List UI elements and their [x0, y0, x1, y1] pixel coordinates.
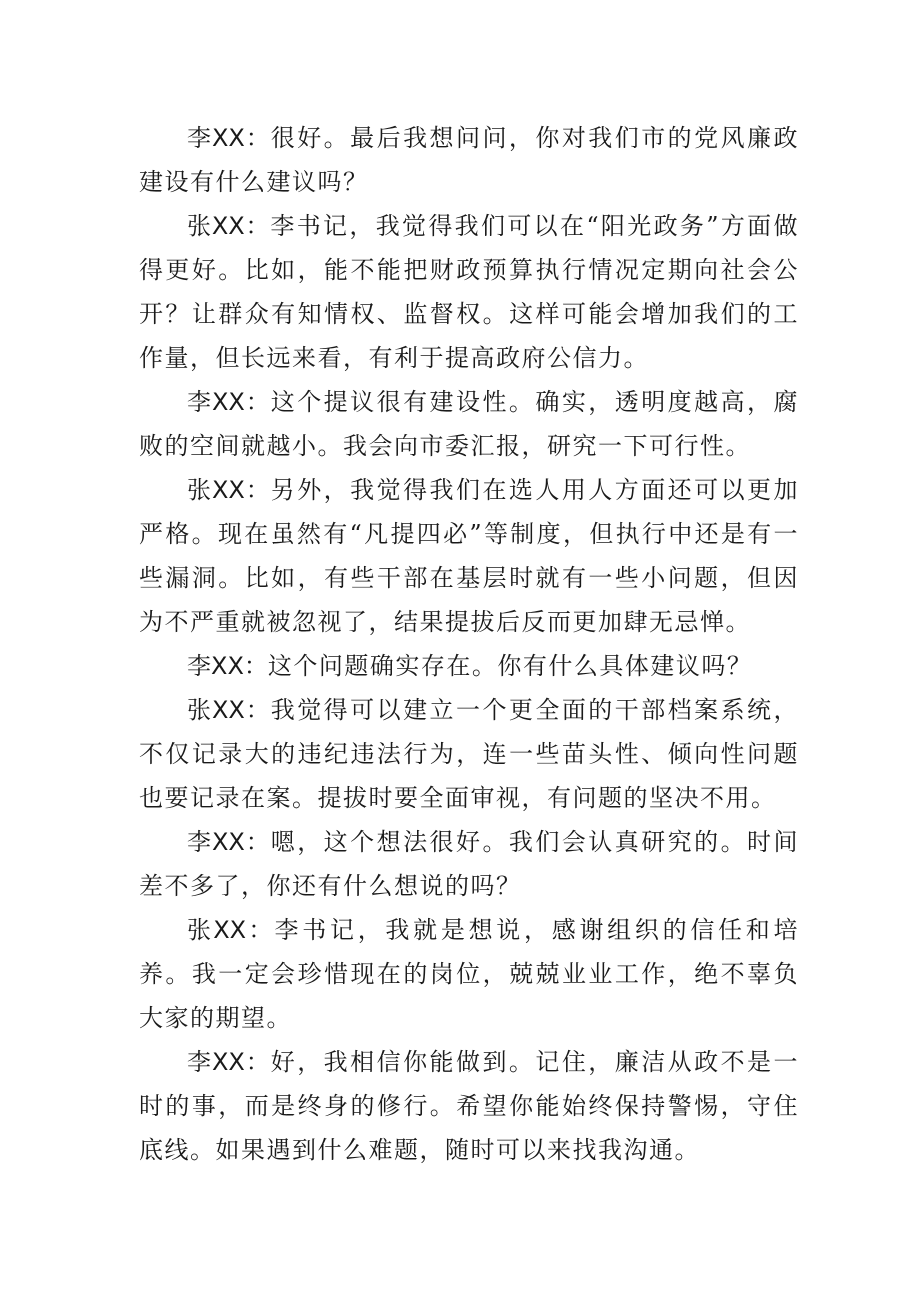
- speaker-label: 李XX：: [187, 1048, 271, 1076]
- paragraph-text: 好，我相信你能做到。记住，廉洁从政不是一时的事，而是终身的修行。希望你能始终保持警惕，守住底线。如果遇到什么难题，随时可以来找我沟通。: [139, 1048, 799, 1164]
- dialogue-paragraph: [139, 688, 799, 820]
- paragraph-text: 这个问题确实存在。你有什么具体建议吗？: [267, 652, 753, 680]
- paragraph-text: 很好。最后我想问问，你对我们市的党风廉政建设有什么建议吗？: [139, 124, 799, 196]
- dialogue-paragraph: [139, 116, 799, 204]
- dialogue-paragraph: [139, 820, 799, 908]
- paragraph-text: 嗯，这个想法很好。我们会认真研究的。时间差不多了，你还有什么想说的吗？: [139, 828, 799, 900]
- dialogue-paragraph: [139, 1040, 799, 1172]
- dialogue-paragraph: [139, 468, 799, 644]
- speaker-label: 张XX：: [187, 696, 271, 724]
- speaker-label: 李XX：: [187, 124, 271, 152]
- paragraph-text: 另外，我觉得我们在选人用人方面还可以更加严格。现在虽然有“凡提四必”等制度，但执行中还是有一些漏洞。比如，有些干部在基层时就有一些小问题，但因为不严重就被忽视了，结果提拔后反而更加肆无忌惮。: [139, 476, 799, 636]
- dialogue-body: [139, 116, 799, 1172]
- speaker-label: 张XX：: [187, 212, 271, 240]
- speaker-label: 张XX：: [187, 476, 271, 504]
- dialogue-paragraph: [139, 908, 799, 1040]
- paragraph-text: 我觉得可以建立一个更全面的干部档案系统，不仅记录大的违纪违法行为，连一些苗头性、倾向性问题也要记录在案。提拔时要全面审视，有问题的坚决不用。: [139, 696, 799, 812]
- dialogue-paragraph: [139, 644, 799, 688]
- dialogue-paragraph: [139, 204, 799, 380]
- paragraph-text: 李书记，我就是想说，感谢组织的信任和培养。我一定会珍惜现在的岗位，兢兢业业工作，绝不辜负大家的期望。: [139, 916, 799, 1032]
- paragraph-text: 这个提议很有建设性。确实，透明度越高，腐败的空间就越小。我会向市委汇报，研究一下可行性。: [139, 388, 799, 460]
- speaker-label: 张XX：: [187, 916, 275, 944]
- paragraph-text: 李书记，我觉得我们可以在“阳光政务”方面做得更好。比如，能不能把财政预算执行情况定期向社会公开？让群众有知情权、监督权。这样可能会增加我们的工作量，但长远来看，有利于提高政府公信力。: [139, 212, 799, 372]
- dialogue-paragraph: [139, 380, 799, 468]
- speaker-label: 李XX：: [187, 828, 271, 856]
- speaker-label: 李XX：: [187, 388, 271, 416]
- speaker-label: 李XX：: [187, 652, 268, 680]
